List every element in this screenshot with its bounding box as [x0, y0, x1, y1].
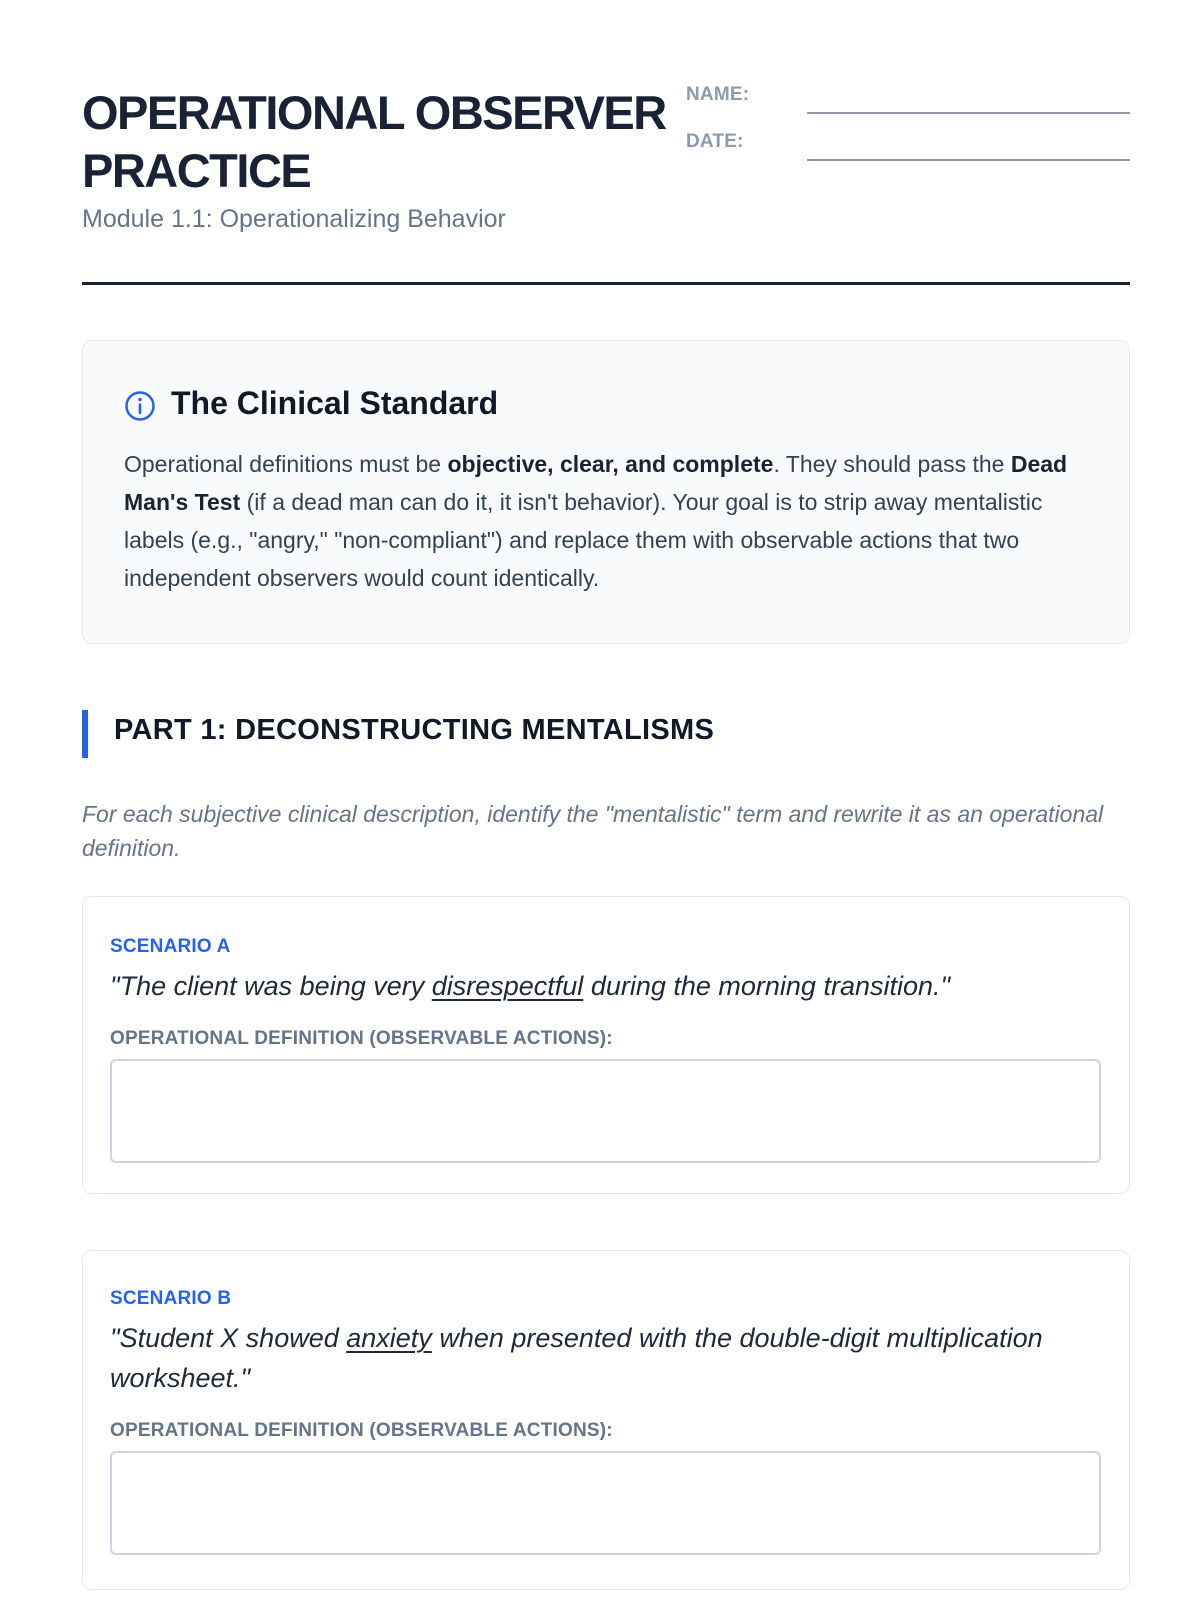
section-title: PART 1: DECONSTRUCTING MENTALISMS [114, 714, 715, 746]
emphasis-dead-mans-test: Dead Man's Test [124, 451, 1068, 515]
date-label: DATE: [686, 131, 744, 152]
info-icon [124, 390, 156, 422]
scenario-quote: "Student X showed anxiety when presented with the double-digit multiplication worksheet." [110, 1323, 1043, 1393]
info-box-title: The Clinical Standard [171, 385, 499, 421]
scenario-card-a [82, 896, 1130, 1194]
definition-label: OPERATIONAL DEFINITION (OBSERVABLE ACTIONS): [110, 1028, 613, 1049]
scenario-quote: "The client was being very disrespectful during the morning transition." [110, 971, 951, 1001]
name-label: NAME: [686, 84, 750, 105]
section-accent-bar [82, 710, 88, 758]
name-field[interactable] [807, 112, 1130, 114]
emphasis-criteria: objective, clear, and complete [447, 451, 774, 477]
definition-answer-field[interactable] [110, 1059, 1101, 1163]
header-divider [82, 282, 1130, 285]
page-title: OPERATIONAL OBSERVER PRACTICE [82, 86, 666, 197]
scenario-tag: SCENARIO B [110, 1288, 232, 1309]
clinical-standard-box [82, 340, 1130, 644]
scenario-card-b [82, 1250, 1130, 1590]
info-box-text: Operational definitions must be objective, clear, and complete. They should pass the Dead Man's Test (if a dead man can do it, it isn't behavior). Your goal is to strip away mentalistic labels (e.g., "angry," "non-compliant") and replace them with observable actions that two independent observers would count identically. [124, 451, 1068, 591]
date-field[interactable] [807, 159, 1130, 161]
page-subtitle: Module 1.1: Operationalizing Behavior [82, 205, 506, 233]
definition-answer-field[interactable] [110, 1451, 1101, 1555]
scenario-tag: SCENARIO A [110, 936, 231, 957]
mentalistic-term: anxiety [346, 1323, 432, 1353]
section-instructions: For each subjective clinical description, identify the "mentalistic" term and rewrite it as an operational definition. [82, 801, 1104, 861]
definition-label: OPERATIONAL DEFINITION (OBSERVABLE ACTIONS): [110, 1420, 613, 1441]
mentalistic-term: disrespectful [431, 971, 584, 1001]
